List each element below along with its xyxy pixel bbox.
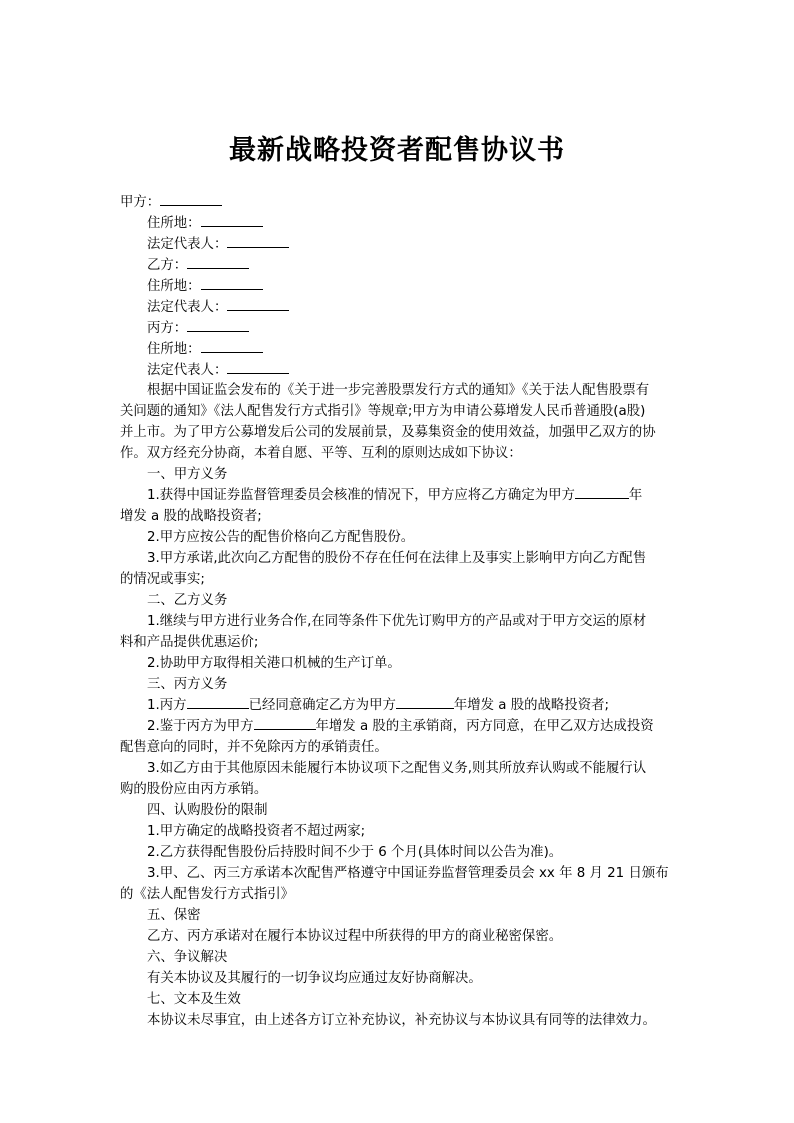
section-heading: 一、甲方义务 xyxy=(147,467,228,482)
party-c-address-blank xyxy=(201,339,263,353)
party-a-label: 甲方： xyxy=(120,195,161,210)
party-c-rep-line xyxy=(147,360,717,381)
preamble-line: 并上市。为了甲方公募增发后公司的发展前景，及募集资金的使用效益，加强甲乙双方的协 xyxy=(120,425,656,440)
party-a-rep-blank xyxy=(227,234,289,248)
clause-line: 2.甲方应按公告的配售价格向乙方配售股份。 xyxy=(147,530,415,545)
clause-text: 年 xyxy=(628,488,643,503)
clause-text: 年增发 a 股的主承销商，丙方同意，在甲乙双方达成投资 xyxy=(315,719,654,734)
preamble-line: 根据中国证监会发布的《关于进一步完善股票发行方式的通知》《关于法人配售股票有 xyxy=(147,383,650,398)
section-heading: 六、争议解决 xyxy=(147,950,228,965)
clause-line xyxy=(147,485,717,506)
clause-text: 1.丙方 xyxy=(147,698,187,713)
party-a-address-label: 住所地： xyxy=(147,216,201,231)
party-a-blank xyxy=(160,192,222,206)
clause-line: 乙方、丙方承诺对在履行本协议过程中所获得的甲方的商业秘密保密。 xyxy=(147,929,563,944)
party-b-rep-blank xyxy=(227,297,289,311)
clause-line: 本协议未尽事宜，由上述各方订立补充协议，补充协议与本协议具有同等的法律效力。 xyxy=(147,1013,656,1028)
party-c-rep-label: 法定代表人： xyxy=(147,363,228,378)
party-a-rep-label: 法定代表人： xyxy=(147,237,228,252)
clause-line xyxy=(147,716,717,737)
clause-text: 2.鉴于丙方为甲方 xyxy=(147,719,254,734)
section-heading: 二、乙方义务 xyxy=(147,593,228,608)
preamble-line: 作。双方经充分协商，本着自愿、平等、互利的原则达成如下协议： xyxy=(120,446,522,461)
party-b-line xyxy=(147,255,717,276)
party-c-name-blank xyxy=(187,695,249,709)
section-heading: 四、认购股份的限制 xyxy=(147,803,268,818)
party-a-address-blank xyxy=(201,213,263,227)
party-b-blank xyxy=(187,255,249,269)
clause-line: 增发 a 股的战略投资者; xyxy=(120,509,262,524)
party-c-blank xyxy=(187,318,249,332)
party-b-address-blank xyxy=(201,276,263,290)
party-b-address-line xyxy=(147,276,717,297)
clause-line: 2.协助甲方取得相关港口机械的生产订单。 xyxy=(147,656,401,671)
clause-line: 有关本协议及其履行的一切争议均应通过友好协商解决。 xyxy=(147,971,482,986)
party-a-line xyxy=(120,192,690,213)
party-b-address-label: 住所地： xyxy=(147,279,201,294)
year-blank xyxy=(254,716,316,730)
clause-text: 1.获得中国证券监督管理委员会核准的情况下，甲方应将乙方确定为甲方 xyxy=(147,488,575,503)
year-blank xyxy=(396,695,454,709)
clause-text: 年增发 a 股的战略投资者; xyxy=(453,698,609,713)
clause-line: 1.继续与甲方进行业务合作,在同等条件下优先订购甲方的产品或对于甲方交运的原材 xyxy=(147,614,647,629)
clause-line: 3.甲方承诺,此次向乙方配售的股份不存在任何在法律上及事实上影响甲方向乙方配售 xyxy=(147,551,647,566)
year-blank xyxy=(575,485,629,499)
section-heading: 三、丙方义务 xyxy=(147,677,228,692)
party-c-rep-blank xyxy=(227,360,289,374)
clause-line: 的《法人配售发行方式指引》 xyxy=(120,887,295,902)
clause-text: 已经同意确定乙方为甲方 xyxy=(248,698,396,713)
clause-line: 的情况或事实; xyxy=(120,572,205,587)
clause-line: 2.乙方获得配售股份后持股时间不少于 6 个月(具体时间以公告为准)。 xyxy=(147,845,563,860)
party-c-address-label: 住所地： xyxy=(147,342,201,357)
party-a-rep-line xyxy=(147,234,717,255)
party-b-rep-label: 法定代表人： xyxy=(147,300,228,315)
preamble-line: 关问题的通知》《法人配售发行方式指引》等规章;甲方为申请公募增发人民币普通股(a股) xyxy=(120,404,646,419)
clause-line: 3.如乙方由于其他原因未能履行本协议项下之配售义务,则其所放弃认购或不能履行认 xyxy=(147,761,647,776)
document-title: 最新战略投资者配售协议书 xyxy=(229,135,565,166)
party-c-address-line xyxy=(147,339,717,360)
clause-line: 3.甲、乙、丙三方承诺本次配售严格遵守中国证券监督管理委员会 xx 年 8 月 21 日颁布 xyxy=(147,866,669,881)
section-heading: 七、文本及生效 xyxy=(147,992,241,1007)
clause-line: 购的股份应由丙方承销。 xyxy=(120,782,268,797)
clause-line: 1.甲方确定的战略投资者不超过两家; xyxy=(147,824,366,839)
party-c-line xyxy=(147,318,717,339)
clause-line xyxy=(147,695,717,716)
clause-line: 料和产品提供优惠运价; xyxy=(120,635,259,650)
section-heading: 五、保密 xyxy=(147,908,201,923)
party-b-rep-line xyxy=(147,297,717,318)
clause-line: 配售意向的同时，并不免除丙方的承销责任。 xyxy=(120,740,388,755)
party-b-label: 乙方： xyxy=(147,258,188,273)
party-c-label: 丙方： xyxy=(147,321,188,336)
party-a-address-line xyxy=(147,213,717,234)
